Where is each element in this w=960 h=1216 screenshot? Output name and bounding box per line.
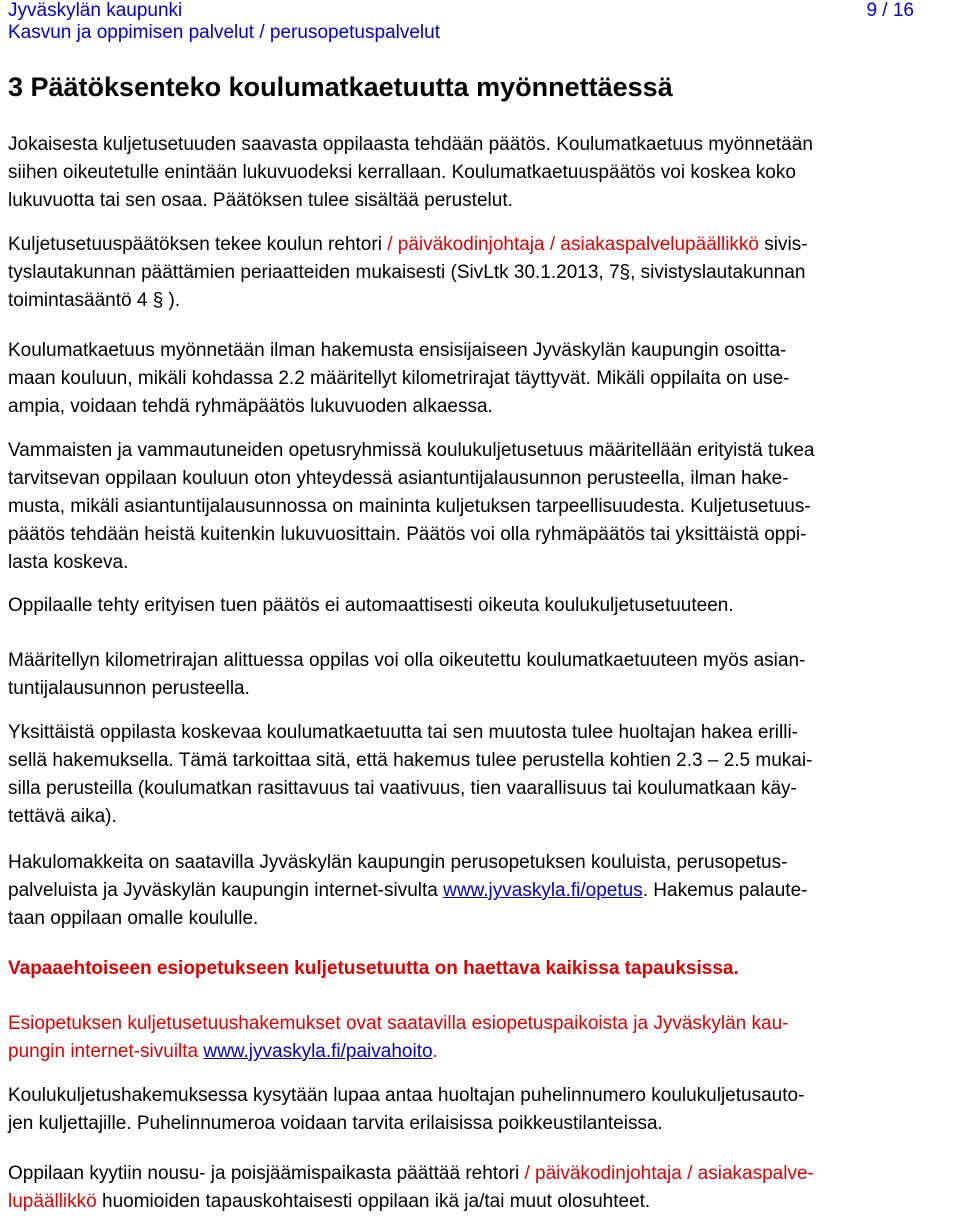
paragraph-application-forms (8, 849, 954, 933)
highlighted-text: / päiväkodinjohtaja / asiakaspalvelupäällikkö (387, 234, 759, 255)
page-header (8, 0, 440, 44)
text-fragment: Oppilaan kyytiin nousu- ja poisjäämispaikasta päättää rehtori (8, 1163, 525, 1184)
text-line: Hakulomakkeita on saatavilla Jyväskylän kaupungin perusopetuksen kouluista, perusopetus- (8, 852, 788, 873)
paragraph-pickup-points (8, 1160, 954, 1216)
text-line: tettävä aika). (8, 806, 117, 827)
text-line: ampia, voidaan tehdä ryhmäpäätös lukuvuoden alkaessa. (8, 396, 493, 417)
text-fragment: sivis- (759, 234, 808, 255)
paragraph-decision-per-pupil (8, 131, 954, 215)
section-title: 3 Päätöksenteko koulumatkaetuutta myönnettäessä (8, 72, 673, 102)
text-line: Yksittäistä oppilasta koskevaa koulumatkaetuutta tai sen muutosta tulee huoltajan hakea erilli- (8, 722, 799, 743)
text-line: siihen oikeutetulle enintään lukuvuodeksi kerrallaan. Koulumatkaetuuspäätös voi koskea koko (8, 162, 796, 183)
text-line: tyslautakunnan päättämien periaatteiden mukaisesti (SivLtk 30.1.2013, 7§, sivistyslautakunnan (8, 262, 806, 283)
text-line: Oppilaalle tehty erityisen tuen päätös ei automaattisesti oikeuta koulukuljetusetuuteen. (8, 595, 734, 616)
text-line: silla perusteilla (koulumatkan rasittavuus tai vaativuus, tien vaarallisuus tai koulumatkaan käy- (8, 778, 797, 799)
text-line: päätös tehdään heistä kuitenkin lukuvuosittain. Päätös voi olla ryhmäpäätös tai yksittäistä oppi- (8, 524, 807, 545)
text-line: tarvitsevan oppilaan kouluun oton yhteydessä asiantuntijalausunnon perusteella, ilman hake- (8, 468, 789, 489)
text-line (8, 1160, 954, 1188)
text-line: Vammaisten ja vammautuneiden opetusryhmissä koulukuljetusetuus määritellään erityistä tukea (8, 440, 815, 461)
paragraph-special-support (8, 592, 954, 620)
text-line: Vapaaehtoiseen esiopetukseen kuljetusetuutta on haettava kaikissa tapauksissa. (8, 958, 739, 979)
text-line (8, 1038, 954, 1066)
text-fragment: Kuljetusetuuspäätöksen tekee koulun rehtori (8, 234, 388, 255)
text-fragment: . Hakemus palaute- (642, 880, 808, 901)
paragraph-below-limit (8, 647, 954, 703)
text-line (8, 231, 954, 259)
text-line: Jokaisesta kuljetusetuuden saavasta oppilaasta tehdään päätös. Koulumatkaetuus myönnetään (8, 134, 813, 155)
text-fragment: huomioiden tapauskohtaisesti oppilaan ikä ja/tai muut olosuhteet. (96, 1191, 651, 1212)
text-line: maan kouluun, mikäli kohdassa 2.2 määritellyt kilometrirajat täyttyvät. Mikäli oppilaita on use- (8, 368, 790, 389)
paragraph-automatic-benefit (8, 337, 954, 421)
text-line (8, 877, 954, 905)
text-line: Esiopetuksen kuljetusetuushakemukset ovat saatavilla esiopetuspaikoista ja Jyväskylän kau- (8, 1013, 789, 1034)
text-line: musta, mikäli asiantuntijalausunnossa on maininta kuljetuksen tarpeellisuudesta. Kuljetusetuus- (8, 496, 811, 517)
highlighted-text: lupäällikkö (8, 1191, 97, 1212)
paragraph-phone-consent (8, 1082, 954, 1138)
text-line: toimintasääntö 4 § ). (8, 290, 181, 311)
paivahoito-website-link[interactable]: www.jyvaskyla.fi/paivahoito (203, 1041, 433, 1062)
text-line: lukuvuotta tai sen osaa. Päätöksen tulee sisältää perustelut. (8, 190, 513, 211)
paragraph-preschool-applications (8, 1010, 954, 1066)
text-line: jen kuljettajille. Puhelinnumeroa voidaan tarvita erilaisissa poikkeustilanteissa. (8, 1113, 663, 1134)
paragraph-special-groups (8, 437, 954, 577)
text-line: Koulukuljetushakemuksessa kysytään lupaa antaa huoltajan puhelinnumero koulukuljetusauto- (8, 1085, 805, 1106)
paragraph-decision-maker (8, 231, 954, 315)
header-organization: Jyväskylän kaupunki (8, 0, 183, 21)
text-line (8, 1188, 954, 1216)
text-fragment: . (432, 1041, 438, 1062)
text-line: tuntijalausunnon perusteella. (8, 678, 250, 699)
paragraph-preschool-notice (8, 955, 954, 983)
text-line: lasta koskeva. (8, 552, 129, 573)
header-department: Kasvun ja oppimisen palvelut / perusopetuspalvelut (8, 22, 440, 43)
opetus-website-link[interactable]: www.jyvaskyla.fi/opetus (443, 880, 643, 901)
text-line: Koulumatkaetuus myönnetään ilman hakemusta ensisijaiseen Jyväskylän kaupungin osoitta- (8, 340, 787, 361)
text-fragment: pungin internet-sivuilta (8, 1041, 204, 1062)
text-line: Määritellyn kilometrirajan alittuessa oppilas voi olla oikeutettu koulumatkaetuuteen myös asian- (8, 650, 806, 671)
text-line: taan oppilaan omalle koululle. (8, 908, 259, 929)
text-line: sellä hakemuksella. Tämä tarkoittaa sitä, että hakemus tulee perustella kohtien 2.3 – 2.5 mukai- (8, 750, 813, 771)
highlighted-text: / päiväkodinjohtaja / asiakaspalve- (524, 1163, 814, 1184)
text-fragment: palveluista ja Jyväskylän kaupungin internet-sivulta (8, 880, 444, 901)
paragraph-individual-application (8, 719, 954, 831)
page-number: 9 / 16 (866, 0, 914, 21)
